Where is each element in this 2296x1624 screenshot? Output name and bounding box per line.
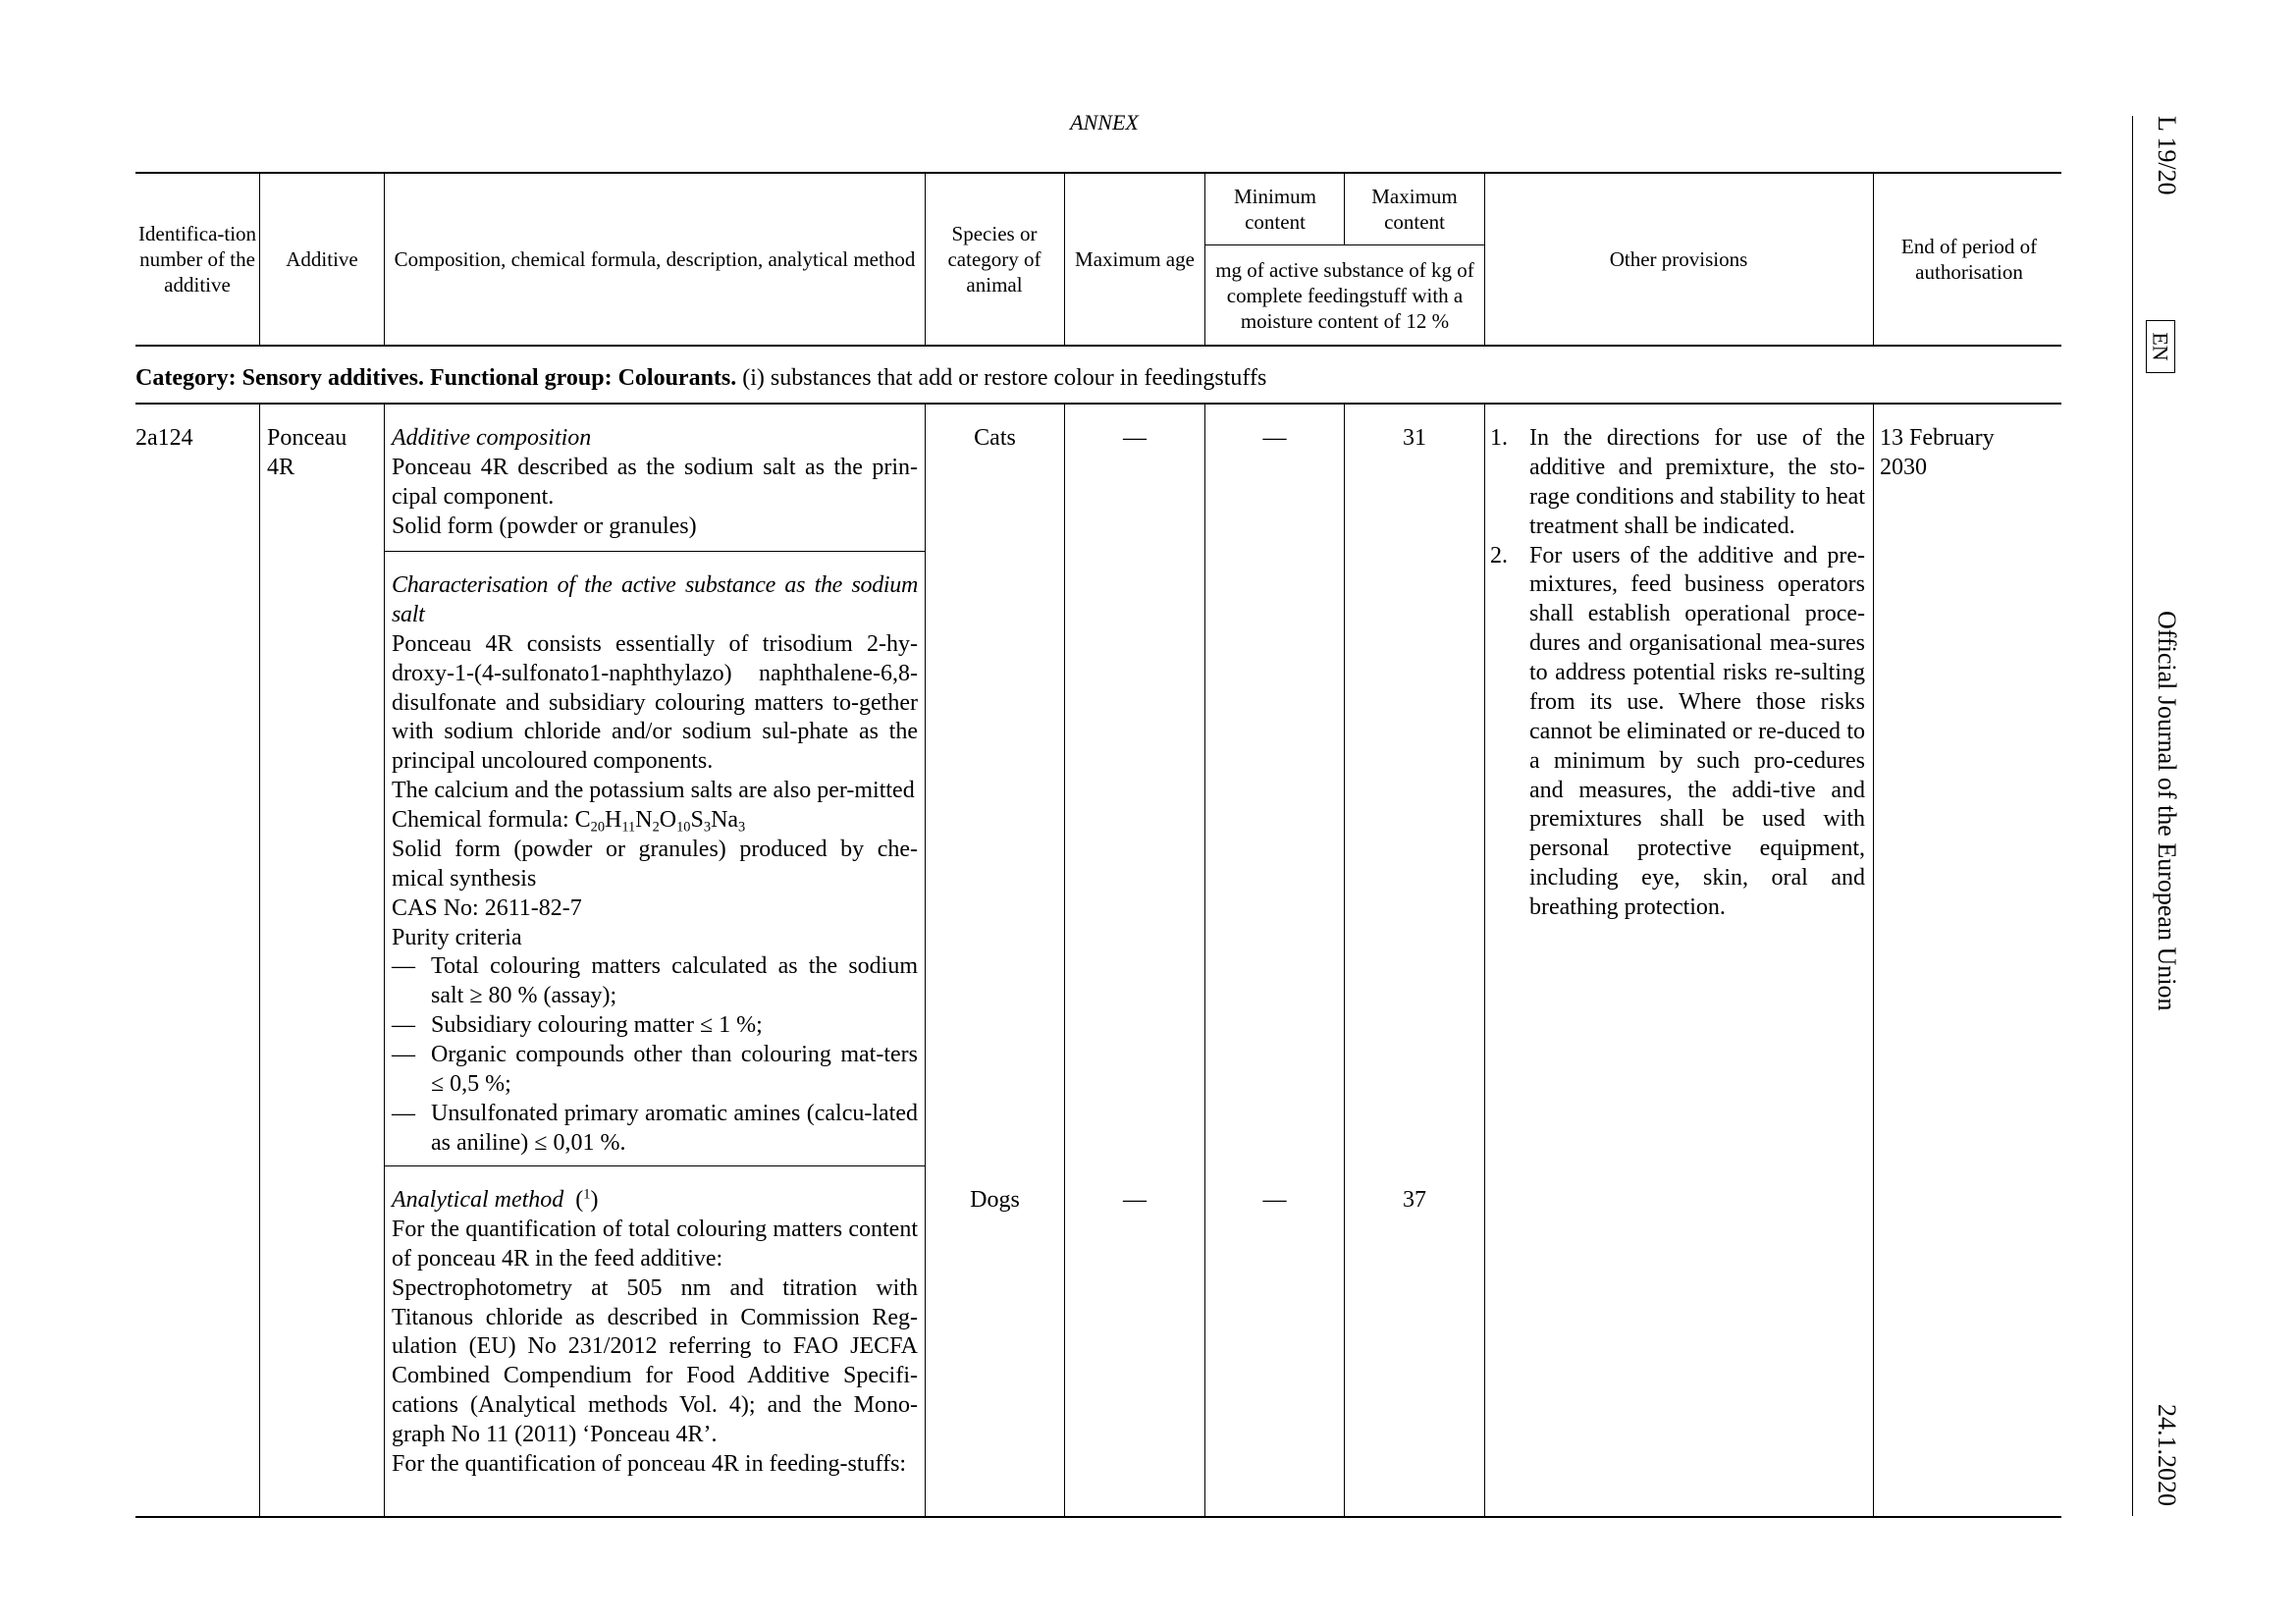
- body-col-line: [1204, 404, 1205, 1516]
- header-min-content: Minimum content: [1233, 184, 1316, 234]
- formula-label: Chemical formula:: [392, 807, 575, 833]
- provision-number: 1.: [1490, 425, 1508, 451]
- cas-number: CAS No: 2611-82-7: [392, 894, 582, 921]
- analytical-text: For the quantification of ponceau 4R in feeding-stuffs:: [392, 1450, 907, 1477]
- body-top-rule: [135, 403, 2061, 405]
- body-col-line: [1484, 404, 1485, 1516]
- category-description: (i) substances that add or restore colour in feedingstuffs: [736, 365, 1267, 391]
- body-col-line: [384, 404, 385, 1516]
- purity-item: — Organic compounds other than colouring mat-ters ≤ 0,5 %;: [392, 1041, 918, 1100]
- header-col-line: [1204, 173, 1205, 345]
- composition-block-characterisation: [392, 571, 918, 1159]
- formula-subscript: 2: [652, 819, 660, 836]
- header-end-of-period: End of period of authorisation: [1900, 234, 2038, 284]
- purity-list: [392, 952, 918, 1158]
- header-bottom-rule: [135, 345, 2061, 347]
- side-lang: EN: [2149, 332, 2174, 361]
- purity-item: — Subsidiary colouring matter ≤ 1 %;: [392, 1011, 918, 1041]
- header-species: Species or category of animal: [947, 221, 1041, 298]
- formula-subscript: 10: [676, 819, 691, 836]
- table-bottom-rule: [135, 1516, 2061, 1518]
- header-col-line: [1484, 173, 1485, 345]
- other-provisions: [1490, 424, 1865, 923]
- formula-subscript: 11: [621, 819, 636, 836]
- header-col-line: [1873, 173, 1874, 345]
- composition-text: Ponceau 4R described as the sodium salt as the prin-cipal component.: [392, 454, 918, 510]
- max-age-dogs: —: [1123, 1187, 1147, 1213]
- composition-block-analytical: [392, 1186, 918, 1480]
- characterisation-text: Solid form (powder or granules) produced by che-mical synthesis: [392, 836, 918, 892]
- side-lang-badge: [2146, 320, 2175, 373]
- species-dogs: Dogs: [970, 1187, 1020, 1213]
- composition-heading: Additive composition: [392, 425, 592, 451]
- formula-subscript: 3: [703, 819, 712, 836]
- max-content-dogs: 37: [1403, 1187, 1426, 1213]
- footnote-ref: 1: [583, 1186, 591, 1203]
- composition-text: Solid form (powder or granules): [392, 513, 697, 539]
- purity-item: — Unsulfonated primary aromatic amines (calcu-lated as aniline) ≤ 0,01 %.: [392, 1100, 918, 1159]
- formula-element: O: [659, 807, 677, 833]
- formula-subscript: 3: [738, 819, 746, 836]
- header-max-age: Maximum age: [1075, 246, 1195, 271]
- side-date: 24.1.2020: [2153, 1404, 2181, 1506]
- analytical-text: Spectrophotometry at 505 nm and titration with Titanous chloride as described in Commission Reg-ulation (EU) No 231/2012 referring to FAO JECFA Combined Compendium for Food Additive Specifi-cations (Analytical methods Vol. 4); and the Mono-graph No 11 (2011) ‘Ponceau 4R’.: [392, 1274, 918, 1447]
- header-col-line: [1344, 173, 1345, 244]
- composition-divider-2: [384, 1165, 925, 1166]
- header-composition: Composition, chemical formula, description, analytical method: [394, 246, 916, 271]
- header-max-content: Maximum content: [1371, 184, 1458, 234]
- provision-item: [1490, 424, 1865, 542]
- header-other-provisions: Other provisions: [1609, 246, 1748, 271]
- header-units: mg of active substance of kg of complete feedingstuff with a moisture content of 12 %: [1215, 257, 1474, 334]
- formula-element: N: [635, 807, 653, 833]
- chemical-formula: [392, 806, 918, 836]
- formula-element: Na: [711, 807, 739, 833]
- provision-number: 2.: [1490, 542, 1508, 568]
- characterisation-heading: Characterisation of the active substance as the sodium salt: [392, 572, 918, 627]
- body-col-line: [1873, 404, 1874, 1516]
- header-col-line: [1064, 173, 1065, 345]
- characterisation-text: Ponceau 4R consists essentially of trisodium 2-hy-droxy-1-(4-sulfonato1-naphthylazo) naphthalene-6,8-disulfonate and subsidiary colouring matters to-gether with sodium chloride and/or sodium sul-phate as the principal uncoloured components.: [392, 630, 918, 775]
- provision-item: [1490, 542, 1865, 923]
- characterisation-text: The calcium and the potassium salts are also per-mitted: [392, 778, 915, 804]
- header-subdivide-rule: [1204, 244, 1484, 245]
- side-journal-title: Official Journal of the European Union: [2153, 611, 2181, 1011]
- side-page-ref: L 19/20: [2153, 116, 2181, 195]
- side-margin-rule: [2132, 116, 2133, 1516]
- analytical-heading-line: Analytical method ($^1$): [392, 1186, 599, 1213]
- table-top-rule: [135, 172, 2061, 174]
- header-col-line: [925, 173, 926, 345]
- analytical-text: For the quantification of total colouring matters content of ponceau 4R in the feed additive:: [392, 1216, 918, 1272]
- provision-text: For users of the additive and pre-mixtures, feed business operators shall establish operational proce-dures and organisational mea-sures to address potential risks re-sulting from its use. Where those risks cannot be eliminated or re-duced to a minimum by such pro-cedures and measures, the addi-tive and premixtures shall be used with personal protective equipment, including eye, skin, oral and breathing protection.: [1529, 542, 1865, 920]
- max-age-cats: —: [1123, 425, 1147, 451]
- header-id: Identifica-tion number of the additive: [137, 221, 257, 298]
- formula-element: C: [574, 807, 591, 833]
- min-content-dogs: —: [1262, 1187, 1287, 1213]
- category-label: Category: Sensory additives. Functional group: Colourants.: [135, 365, 737, 391]
- composition-block-additive: [392, 424, 918, 542]
- category-row: [135, 365, 2059, 392]
- purity-heading: Purity criteria: [392, 924, 522, 950]
- composition-divider-1: [384, 551, 925, 552]
- provision-text: In the directions for use of the additive and premixture, the sto-rage conditions and stability to heat treatment shall be indicated.: [1529, 425, 1865, 539]
- purity-item: — Total colouring matters calculated as the sodium salt ≥ 80 % (assay);: [392, 952, 918, 1011]
- formula-element: H: [605, 807, 622, 833]
- body-col-line: [259, 404, 260, 1516]
- additive-id: 2a124: [135, 425, 193, 451]
- header-additive: Additive: [286, 246, 358, 271]
- provisions-list: [1490, 424, 1865, 923]
- header-col-line: [384, 173, 385, 345]
- additive-name: Ponceau 4R: [267, 425, 347, 480]
- max-content-cats: 31: [1403, 425, 1426, 451]
- annex-title: ANNEX: [1070, 110, 1139, 135]
- formula-subscript: 20: [590, 819, 606, 836]
- formula-element: S: [690, 807, 704, 833]
- min-content-cats: —: [1262, 425, 1287, 451]
- species-cats: Cats: [974, 425, 1016, 451]
- body-col-line: [925, 404, 926, 1516]
- body-col-line: [1344, 404, 1345, 1516]
- end-of-period: 13 February 2030: [1880, 425, 1995, 480]
- analytical-heading: Analytical method: [392, 1187, 564, 1213]
- body-col-line: [1064, 404, 1065, 1516]
